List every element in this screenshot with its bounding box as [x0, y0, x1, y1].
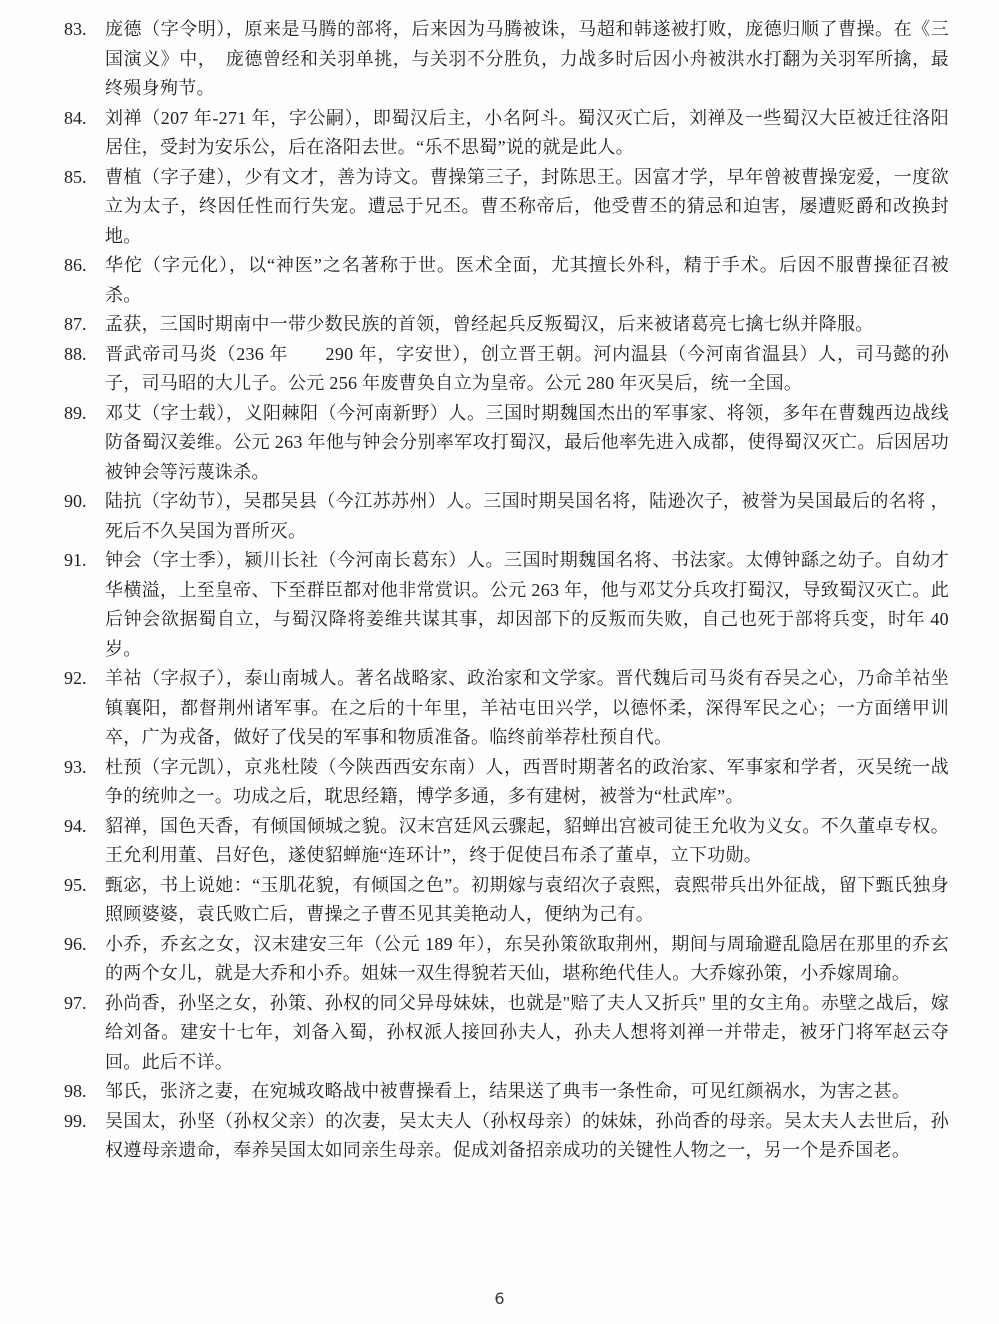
item-number: 90.	[64, 491, 87, 511]
item-number: 95.	[64, 874, 87, 895]
list-item	[64, 399, 949, 488]
list-item	[64, 163, 949, 252]
item-number: 96.	[64, 933, 87, 954]
item-text: 邹氏，张济之妻，在宛城攻略战中被曹操看上，结果送了典韦一条性命，可见红颜祸水，为害之甚。	[105, 1081, 911, 1101]
list-item	[64, 989, 949, 1078]
list-item	[64, 753, 949, 812]
item-text: 甄宓，书上说她：“玉肌花貌，有倾国之色”。初期嫁与袁绍次子袁熙，袁熙带兵出外征战，留下甄氏独身照顾婆婆，袁氏败亡后，曹操之子曹丕见其美艳动人，便纳为己有。	[105, 874, 949, 924]
item-text: 刘禅（207 年-271 年，字公嗣），即蜀汉后主，小名阿斗。蜀汉灭亡后，刘禅及一些蜀汉大臣被迁往洛阳居住，受封为安乐公，后在洛阳去世。“乐不思蜀”说的就是此人。	[105, 107, 949, 157]
list-item	[64, 930, 949, 989]
item-text: 孟获，三国时期南中一带少数民族的首领，曾经起兵反叛蜀汉，后来被诸葛亮七擒七纵并降服。	[105, 314, 874, 334]
item-number: 98.	[64, 1081, 87, 1101]
item-text: 杜预（字元凯），京兆杜陵（今陕西西安东南）人，西晋时期著名的政治家、军事家和学者，灭吴统一战争的统帅之一。功成之后，耽思经籍，博学多通，多有建树，被誉为“杜武库”。	[105, 756, 949, 806]
glossary-list	[64, 15, 949, 1166]
list-item	[64, 487, 949, 546]
list-item	[64, 812, 949, 871]
page-number: 6	[494, 1289, 505, 1308]
item-number: 87.	[64, 314, 87, 334]
item-text: 小乔，乔玄之女，汉末建安三年（公元 189 年），东吴孙策欲取荆州，期间与周瑜避乱隐居在那里的乔玄的两个女儿，就是大乔和小乔。姐妹一双生得貌若天仙，堪称绝代佳人。大乔嫁孙策，小乔嫁周瑜。	[105, 933, 949, 983]
item-text: 貂禅，国色天香，有倾国倾城之貌。汉末宫廷风云骤起，貂蝉出宫被司徒王允收为义女。不久董卓专权。王允利用董、吕好色，遂使貂蝉施“连环计”，终于促使吕布杀了董卓，立下功勋。	[105, 815, 949, 865]
item-text: 羊祜（字叔子），泰山南城人。著名战略家、政治家和文学家。晋代魏后司马炎有吞吴之心，乃命羊祜坐镇襄阳，都督荆州诸军事。在之后的十年里，羊祜屯田兴学，以德怀柔，深得军民之心；一方面缮甲训卒，广为戎备，做好了伐吴的军事和物质准备。临终前举荐杜预自代。	[105, 668, 949, 747]
item-number: 84.	[64, 107, 87, 128]
item-number: 92.	[64, 668, 87, 688]
item-text: 孙尚香，孙坚之女，孙策、孙权的同父异母妹妹，也就是"赔了夫人又折兵" 里的女主角。赤壁之战后，嫁给刘备。建安十七年，刘备入蜀，孙权派人接回孙夫人，孙夫人想将刘禅一并带走，被牙门将军赵云夺回。此后不详。	[105, 992, 949, 1072]
list-item	[64, 871, 949, 930]
item-number: 85.	[64, 166, 87, 187]
item-number: 88.	[64, 343, 87, 364]
list-item	[64, 546, 949, 664]
item-text: 邓艾（字士载），义阳棘阳（今河南新野）人。三国时期魏国杰出的军事家、将领，多年在曹魏西边战线防备蜀汉姜维。公元 263 年他与钟会分别率军攻打蜀汉，最后他率先进入成都，使得蜀汉灭亡。后因居功被钟会等污蔑诛杀。	[105, 402, 949, 482]
item-number: 83.	[64, 19, 87, 39]
item-text: 华佗（字元化），以“神医”之名著称于世。医术全面，尤其擅长外科，精于手术。后因不服曹操征召被杀。	[105, 255, 949, 305]
item-text: 曹植（字子建），少有文才，善为诗文。曹操第三子，封陈思王。因富才学，早年曾被曹操宠爱，一度欲立为太子，终因任性而行失宠。遭忌于兄丕。曹丕称帝后，他受曹丕的猜忌和迫害，屡遭贬爵和改换封地。	[105, 166, 949, 246]
item-number: 99.	[64, 1110, 87, 1131]
item-number: 89.	[64, 402, 87, 423]
item-number: 86.	[64, 255, 87, 275]
item-number: 94.	[64, 815, 87, 836]
list-item	[64, 340, 949, 399]
item-number: 97.	[64, 992, 87, 1013]
list-item	[64, 310, 949, 340]
list-item	[64, 15, 949, 104]
list-item	[64, 104, 949, 163]
item-number: 91.	[64, 550, 87, 570]
item-text: 钟会（字士季），颍川长社（今河南长葛东）人。三国时期魏国名将、书法家。太傅钟繇之幼子。自幼才华横溢，上至皇帝、下至群臣都对他非常赏识。公元 263 年，他与邓艾分兵攻打蜀汉，导致蜀汉灭亡。此后钟会欲据蜀自立，与蜀汉降将姜维共谋其事，却因部下的反叛而失败，自己也死于部将兵变，时年 40 岁。	[105, 550, 949, 659]
item-text: 庞德（字令明），原来是马腾的部将，后来因为马腾被诛，马超和韩遂被打败，庞德归顺了曹操。在《三国演义》中， 庞德曾经和关羽单挑，与关羽不分胜负，力战多时后因小舟被洪水打翻为关羽军所擒，最终殒身殉节。	[105, 19, 949, 98]
list-item	[64, 1077, 949, 1107]
item-text: 陆抗（字幼节），吴郡吴县（今江苏苏州）人。三国时期吴国名将，陆逊次子，被誉为吴国最后的名将 ，死后不久吴国为晋所灭。	[105, 491, 949, 541]
list-item	[64, 1107, 949, 1166]
item-text: 晋武帝司马炎（236 年 290 年，字安世），创立晋王朝。河内温县（今河南省温县）人，司马懿的孙子，司马昭的大儿子。公元 256 年废曹奂自立为皇帝。公元 280 年灭吴后，统一全国。	[105, 343, 949, 393]
item-text: 吴国太，孙坚（孙权父亲）的次妻，吴太夫人（孙权母亲）的妹妹，孙尚香的母亲。吴太夫人去世后，孙权遵母亲遗命，奉养吴国太如同亲生母亲。促成刘备招亲成功的关键性人物之一，另一个是乔国老。	[105, 1110, 949, 1160]
item-number: 93.	[64, 756, 87, 777]
list-item	[64, 664, 949, 753]
list-item	[64, 251, 949, 310]
